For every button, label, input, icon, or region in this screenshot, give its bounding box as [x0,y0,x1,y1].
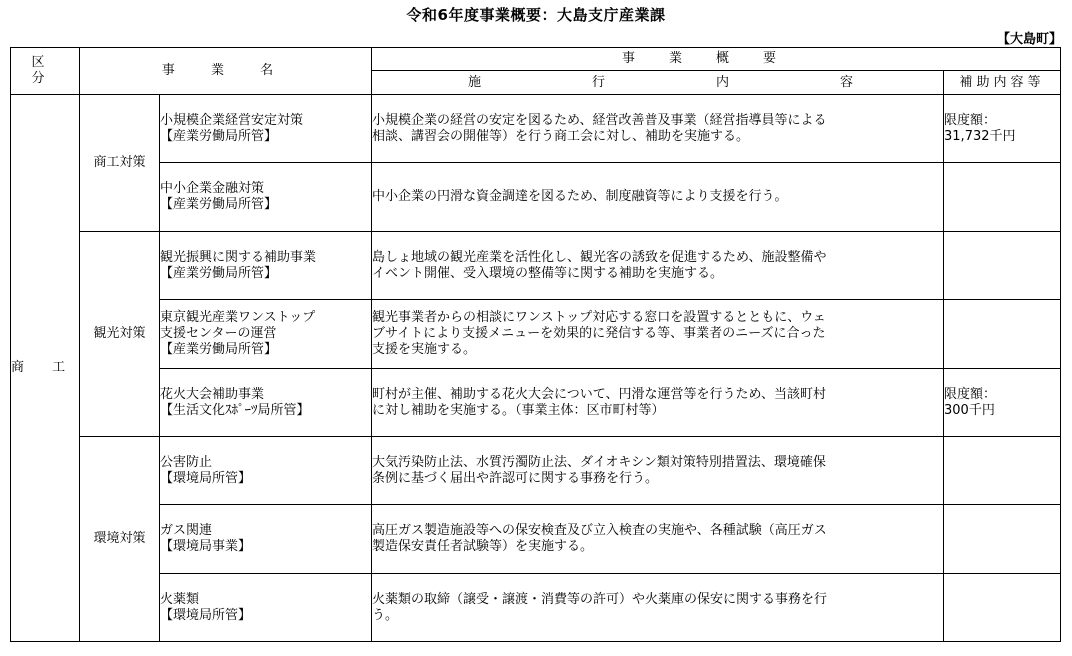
business-overview-table [10,47,1061,642]
desc-line: 観光事業者からの相談にワンストップ対応する窓口を設置するとともに、ウェ [372,310,826,325]
desc-line: 支援を実施する。 [372,342,477,357]
jigyo-desc-cell [372,300,944,369]
group-shoko-taisaku: 商工対策 [80,95,160,232]
section-shoko: 商 工 [11,95,80,642]
jigyo-name: ガス関連 [160,523,213,538]
hojo-cell [944,300,1061,369]
header-jigyo-mei: 事 業 名 [80,48,372,95]
jigyo-shokan: 【環境局事業】 [160,539,252,554]
jigyo-name-cont: 支援センターの運営 [160,326,277,341]
jigyo-name-cell [160,95,372,163]
desc-line: 相談、講習会の開催等）を行う商工会に対し、補助を実施する。 [372,128,750,144]
jigyo-name: 公害防止 [160,454,213,470]
jigyo-shokan: 【生活文化ｽﾎﾟｰﾂ局所管】 [160,402,310,418]
hojo-cell [944,369,1061,437]
table-row [11,505,1061,574]
table-row [11,369,1061,437]
jigyo-desc-cell [372,163,944,232]
jigyo-shokan: 【産業労働局所管】 [160,197,278,212]
jigyo-name-cell [160,163,372,232]
hojo-cell [944,574,1061,642]
hojo-cell [944,95,1061,163]
hojo-line: 31,732千円 [944,128,1016,144]
jigyo-name: 火薬類 [160,591,200,607]
header-jigyo-gaiyo: 事業概要 [372,48,1061,71]
jigyo-desc-cell [372,505,944,574]
header-shisetsu-char: 内 [715,74,729,90]
hojo-line: 限度額： [944,112,997,128]
jigyo-desc-cell [372,574,944,642]
header-kubun: 区 分 [11,48,80,95]
jigyo-name: 小規模企業経営安定対策 [160,112,304,128]
jigyo-desc-cell [372,95,944,163]
jigyo-shokan: 【環境局所管】 [160,470,252,486]
desc-line: う。 [372,607,399,623]
group-kankyo-taisaku: 環境対策 [80,437,160,642]
desc-line: 製造保安責任者試験等）を実施する。 [372,539,594,554]
jigyo-name: 中小企業金融対策 [160,181,265,196]
header-shisetsu-naiyo [372,71,944,95]
desc-line: 島しょ地域の観光産業を活性化し、観光客の誘致を促進するため、施設整備や [372,249,827,265]
desc-line: 高圧ガス製造施設等への保安検査及び立入検査の実施や、各種試験（高圧ガス [372,523,827,538]
desc-line: 火薬類の取締（譲受・譲渡・消費等の許可）や火薬庫の保安に関する事務を行 [372,591,828,607]
hojo-line: 限度額： [944,386,997,402]
table-row [11,232,1061,300]
jigyo-shokan: 【産業労働局所管】 [160,128,278,144]
jigyo-name-cell [160,437,372,505]
table-row [11,300,1061,369]
desc-line: 町村が主催、補助する花火大会について、円滑な運営等を行うため、当該町村 [372,386,826,402]
desc-line: 条例に基づく届出や許認可に関する事務を行う。 [372,470,659,486]
page-title: 令和6年度事業概要：大島支庁産業課 [406,6,666,24]
hojo-cell [944,505,1061,574]
hojo-line: 300千円 [944,402,995,418]
jigyo-desc-cell [372,437,944,505]
jigyo-name: 花火大会補助事業 [160,386,265,402]
jigyo-desc-cell [372,369,944,437]
hojo-cell [944,437,1061,505]
jigyo-name-cell [160,300,372,369]
table-row [11,95,1061,163]
desc-line: イベント開催、受入環境の整備等に関する補助を実施する。 [372,265,724,281]
desc-line: 大気汚染防止法、水質汚濁防止法、ダイオキシン類対策特別措置法、環境確保 [372,454,826,470]
jigyo-name-cell [160,369,372,437]
hojo-cell [944,163,1061,232]
jigyo-shokan: 【産業労働局所管】 [160,265,278,281]
group-kanko-taisaku: 観光対策 [80,232,160,437]
jigyo-desc-cell [372,232,944,300]
jigyo-shokan: 【産業労働局所管】 [160,342,278,357]
table-row [11,574,1061,642]
jigyo-name-cell [160,232,372,300]
jigyo-shokan: 【環境局所管】 [160,607,252,623]
jigyo-name: 東京観光産業ワンストップ [160,310,316,325]
header-shisetsu-char: 容 [839,74,853,90]
jigyo-name-cell [160,574,372,642]
desc-line: 小規模企業の経営の安定を図るため、経営改善普及事業（経営指導員等による [372,112,827,128]
place-label: 【大島町】 [996,32,1062,47]
jigyo-name: 観光振興に関する補助事業 [160,249,317,265]
header-shisetsu-char: 行 [592,74,606,90]
hojo-cell [944,232,1061,300]
table-row [11,437,1061,505]
desc-line: 中小企業の円滑な資金調達を図るため、制度融資等により支援を行う。 [372,189,788,204]
header-hojo-naiyo: 補助内容等 [944,71,1061,95]
desc-line: ブサイトにより支援メニューを効果的に発信する等、事業者のニーズに合った [372,326,826,341]
header-shisetsu-char: 施 [468,74,482,90]
table-row [11,163,1061,232]
desc-line: に対し補助を実施する。（事業主体：区市町村等） [372,402,665,418]
jigyo-name-cell [160,505,372,574]
